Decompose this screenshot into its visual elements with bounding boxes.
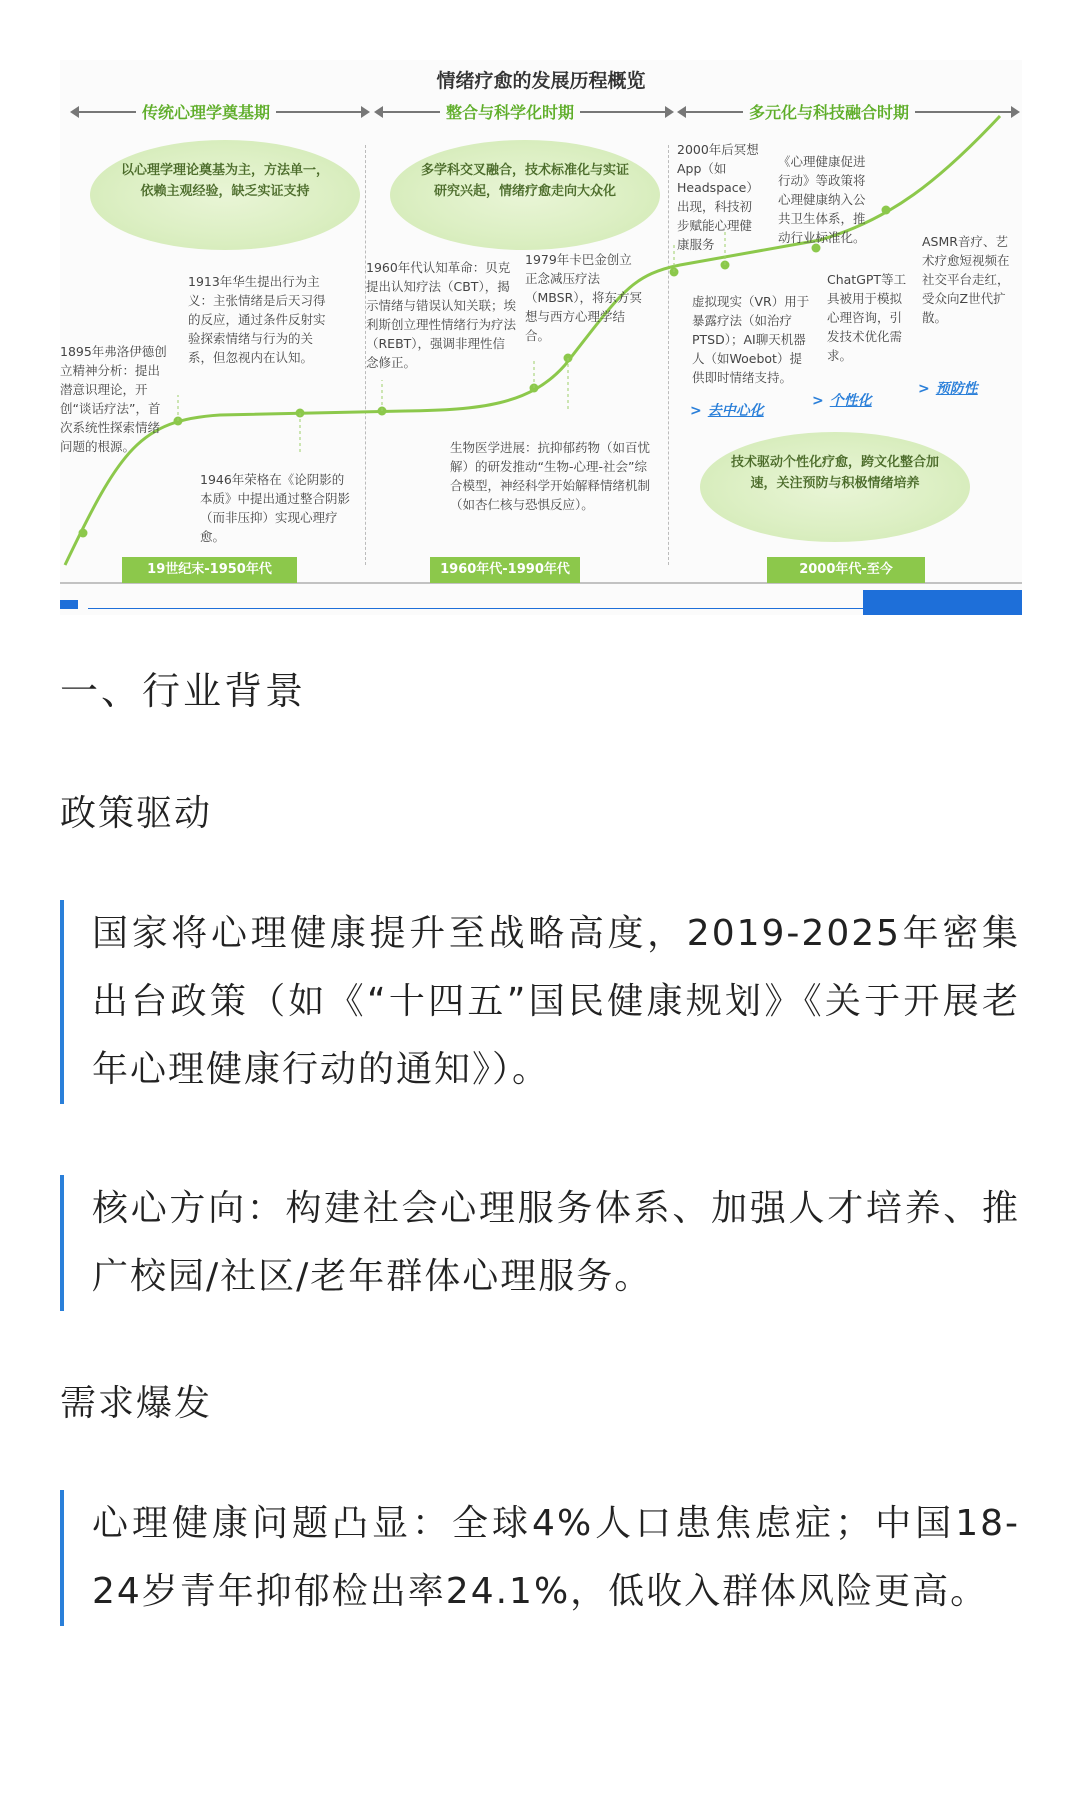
phase-label: 传统心理学奠基期: [136, 100, 276, 123]
chevron-right-icon: >: [812, 393, 824, 409]
era-label: 1960年代-1990年代: [430, 557, 580, 583]
milestone-point: [882, 206, 891, 215]
note-vr-ai: 虚拟现实（VR）用于暴露疗法（如治疗PTSD）；AI聊天机器人（如Woebot）提供即时情绪支持。: [692, 294, 810, 385]
milestone-point: [79, 529, 88, 538]
chevron-right-icon: >: [690, 403, 702, 419]
figure-title: 情绪疗愈的发展历程概览: [436, 70, 646, 92]
accent-block: [863, 590, 1022, 615]
note-asmr: ASMR音疗、艺术疗愈短视频在社交平台走红，受众向Z世代扩散。: [922, 234, 1010, 325]
note-2000: 2000年后冥想App（如Headspace）出现，科技初步赋能心理健康服务: [677, 142, 759, 252]
note-biomedical: 生物医学进展：抗抑郁药物（如百忧解）的研发推动“生物-心理-社会”综合模型，神经科学开始解释情绪机制（如杏仁核与恐惧反应）。: [450, 440, 651, 512]
subheading-demand: 需求爆发: [60, 1383, 213, 1424]
leaf-summary-3: 技术驱动个性化疗愈，跨文化整合加速，关注预防与积极情绪培养: [730, 455, 939, 491]
phase-label: 整合与科学化时期: [440, 100, 580, 123]
era-label: 19世纪末-1950年代: [122, 557, 297, 583]
tag-decentralized: > 去中心化: [690, 403, 764, 419]
phase-label: 多元化与科技融合时期: [743, 100, 915, 123]
section-title: 一、行业背景: [60, 669, 307, 713]
timeline-infographic: [60, 60, 1022, 615]
accent-bar: [60, 600, 78, 609]
note-1979: 1979年卡巴金创立正念减压疗法（MBSR），将东方冥想与西方心理学结合。: [525, 252, 643, 343]
note-1960: 1960年代认知革命：贝克提出认知疗法（CBT），揭示情绪与错误认知关联；埃利斯创立理性情绪行为疗法（REBT），强调非理性信念修正。: [366, 260, 517, 370]
note-1895: 1895年弗洛伊德创立精神分析：提出潜意识理论，开创“谈话疗法”，首次系统性探索情绪问题的根源。: [60, 344, 167, 454]
era-label: 2000年代-至今: [767, 557, 925, 583]
note-1946: 1946年荣格在《论阴影的本质》中提出通过整合阴影（而非压抑）实现心理疗愈。: [200, 472, 351, 544]
subheading-policy: 政策驱动: [60, 793, 213, 834]
accent-line: [88, 608, 868, 609]
quote-core-direction: 核心方向：构建社会心理服务体系、加强人才培养、推广校园/社区/老年群体心理服务。: [60, 1175, 1020, 1311]
tag-personalized: > 个性化: [812, 393, 872, 409]
chevron-right-icon: >: [918, 381, 930, 397]
tag-preventive: > 预防性: [918, 381, 978, 397]
leaf-summary-2: 多学科交叉融合，技术标准化与实证研究兴起，情绪疗愈走向大众化: [420, 163, 629, 199]
note-1913: 1913年华生提出行为主义：主张情绪是后天习得的反应，通过条件反射实验探索情绪与行为的关系，但忽视内在认知。: [188, 274, 326, 365]
quote-policy: 国家将心理健康提升至战略高度，2019-2025年密集出台政策（如《“十四五”国民健康规划》《关于开展老年心理健康行动的通知》）。: [60, 900, 1020, 1104]
note-chatgpt: ChatGPT等工具被用于模拟心理咨询，引发技术优化需求。: [827, 272, 907, 363]
leaf-summary-1: 以心理学理论奠基为主，方法单一，依赖主观经验，缺乏实证支持: [120, 163, 329, 199]
quote-demand: 心理健康问题凸显：全球4%人口患焦虑症；中国18-24岁青年抑郁检出率24.1%，低收入群体风险更高。: [60, 1490, 1020, 1626]
note-policy: 《心理健康促进行动》等政策将心理健康纳入公共卫生体系，推动行业标准化。: [778, 154, 866, 245]
